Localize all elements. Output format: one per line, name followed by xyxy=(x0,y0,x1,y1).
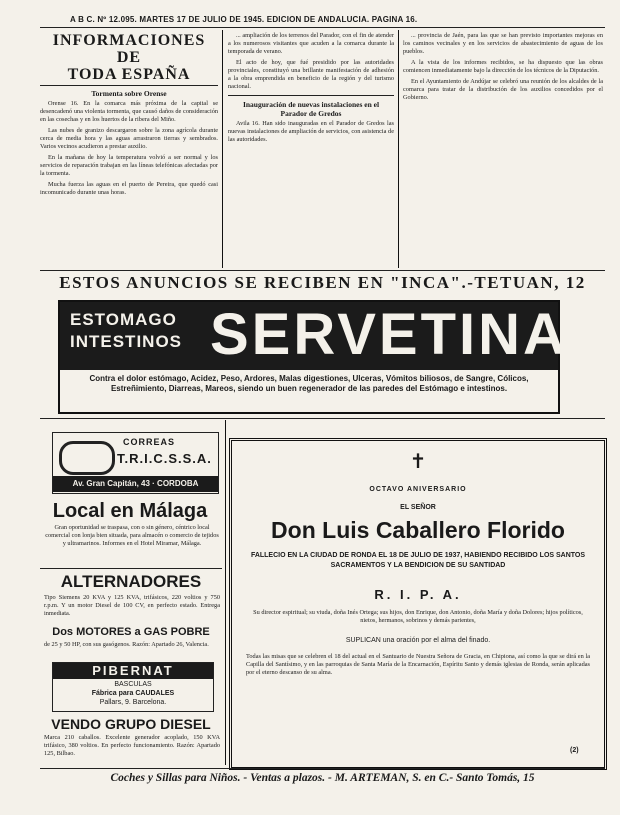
inca-banner: ESTOS ANUNCIOS SE RECIBEN EN "INCA".-TETUAN, 12 xyxy=(59,273,586,292)
esquela-ref: (2) xyxy=(570,747,579,754)
paragraph: ... provincia de Jaén, para las que se han previsto importantes mejoras en los caminos vecinales y en los servicios de abastecimiento de aguas de los pueblos. xyxy=(403,32,603,55)
paragraph: A la vista de los informes recibidos, se ha dispuesto que las obras comiencen inmediatamente bajo la dirección de los técnicos de la Diputación. xyxy=(403,59,603,74)
paragraph: Las nubes de granizo descargaron sobre la zona agrícola durante cerca de media hora y las aguas arrastraron tierras y sembrados. Varios vecinos acudieron a prestar auxilio. xyxy=(40,127,218,150)
esquela-misas: Todas las misas que se celebren el 18 del actual en el Santuario de Nuestra Señora de Gracia, en Chipiona, así como la que se dirá en la Capilla del Santísimo, y en las parroquias de Santa María de la Encarnación, Espíritu Santo y demás iglesias de Ronda, serán aplicadas por el eterno descanso de su alma. xyxy=(246,653,590,676)
banner-rule xyxy=(40,270,605,271)
article-body xyxy=(40,100,218,197)
paragraph: Orense 16. En la comarca más próxima de la capital se desencadenó una violenta tormenta, que causó daños de consideración en las cosechas y en los huertos de la ribera del Miño. xyxy=(40,100,218,123)
vendo-body: Marca 210 caballos. Excelente generador acoplado, 150 KVA trifásico, 380 voltios. En perfecto funcionamiento. Razón: Apartado 125, Bilbao. xyxy=(44,734,220,757)
correas-brand: T.R.I.C.S.S.A. xyxy=(117,451,212,466)
piberna-line3: Pallars, 9. Barcelona. xyxy=(99,699,167,706)
piberna-line1: BASCULAS xyxy=(114,681,152,688)
paragraph: En la mañana de hoy la temperatura volvió a ser normal y los servicios de reparación trabajan en las líneas telefónicas afectadas por la tormenta. xyxy=(40,154,218,177)
paragraph: En el Ayuntamiento de Andújar se celebró una reunión de los alcaldes de la comarca para tratar de la distribución de los auxilios concedidos por el Gobierno. xyxy=(403,78,603,101)
paragraph: Avila 16. Han sido inauguradas en el Parador de Gredos las nuevas instalaciones de ampliación de servicios, con asistencia de las autoridades. xyxy=(228,120,394,143)
page-header: A B C. Nº 12.095. MARTES 17 DE JULIO DE 1945. EDICION DE ANDALUCIA. PAGINA 16. xyxy=(70,15,418,24)
servetinal-brand: SERVETINAL xyxy=(210,302,607,367)
correas-address: Av. Gran Capitán, 43 · CORDOBA xyxy=(53,476,218,492)
cross-icon: ✝ xyxy=(409,451,427,473)
alternadores-body: Tipo Siemens 20 KVA y 125 KVA, trifásicos, 220 voltios y 750 r.p.m. Y un motor Diesel de 100 CV, en perfecto estado. Entrega inmediata. xyxy=(44,594,220,617)
esquela-fallecio: FALLECIO EN LA CIUDAD DE RONDA EL 18 DE JULIO DE 1937, HABIENDO RECIBIDO LOS SANTOS SACRAMENTOS Y LA BENDICION DE SU SANTIDAD xyxy=(250,552,586,569)
paragraph: ... ampliación de los terrenos del Parador, con el fin de atender a los numerosos visitantes que acuden a la comarca durante la temporada de verano. xyxy=(228,32,394,55)
esquela-suplican: SUPLICAN una oración por el alma del finado. xyxy=(345,637,491,644)
ad-rule xyxy=(40,568,222,569)
esquela-ripa: R. I. P. A. xyxy=(374,587,462,602)
vendo-title: VENDO GRUPO DIESEL xyxy=(51,716,211,732)
column-divider xyxy=(225,420,226,765)
footer-rule xyxy=(40,768,605,769)
section-rule xyxy=(40,418,605,419)
article-body xyxy=(228,32,394,91)
servetinal-small-2: INTESTINOS xyxy=(70,332,183,351)
esquela-senor: EL SEÑOR xyxy=(400,504,436,511)
servetinal-tagline: Contra el dolor estómago, Acidez, Peso, Ardores, Malas digestiones, Ulceras, Vómitos biliosos, de Sangre, Cólicos, Estreñimiento, Diarreas, Mareos, siendo un buen regenerador de las paredes del Estómago e intestinos. xyxy=(89,374,529,393)
local-title: Local en Málaga xyxy=(52,500,208,522)
esquela-name: Don Luis Caballero Florido xyxy=(271,517,565,543)
alternadores-sub: Dos MOTORES a GAS POBRE xyxy=(52,626,210,638)
belt-icon xyxy=(59,441,115,475)
article-subhead: Tormenta sobre Orense xyxy=(91,89,167,98)
piberna-ad xyxy=(52,662,214,712)
servetinal-small-1: ESTOMAGO xyxy=(70,310,177,329)
paragraph: El acto de hoy, que fué presidido por las autoridades provinciales, constituyó una brillante manifestación de adhesión a la obra emprendida en beneficio de la región y del turismo nacional. xyxy=(228,59,394,90)
correas-top: CORREAS xyxy=(123,437,176,447)
article-rule xyxy=(228,95,394,96)
correas-ad xyxy=(52,432,219,494)
article-body xyxy=(228,120,394,144)
esquela-box xyxy=(229,438,607,770)
right-column xyxy=(403,32,603,105)
informaciones-title: INFORMACIONES DE xyxy=(52,32,206,66)
paragraph: Mucha fuerza las aguas en el puerto de Pereira, que quedó casi incomunicado durante unas horas. xyxy=(40,181,218,196)
esquela-aniversario: OCTAVO ANIVERSARIO xyxy=(369,486,467,493)
esquela-family: Su director espiritual; su viuda, doña Inés Ortega; sus hijos, don Enrique, don Antonio, doña María y doña Dolores; hijos políticos, nietos, hermanos, sobrinos y demás parientes, xyxy=(253,609,583,624)
local-body: Gran oportunidad se traspasa, con o sin género, céntrico local comercial con lonja bien situada, para almacén o comercio de tejidos y ultramarinos. Informes en el Hotel Miramar, Málaga. xyxy=(45,524,219,547)
piberna-title: PIBERNAT xyxy=(53,663,213,679)
article-subhead: Parador de Gredos xyxy=(280,109,342,118)
header-rule xyxy=(40,27,605,28)
middle-column xyxy=(228,32,394,147)
alternadores-title: ALTERNADORES xyxy=(60,572,202,591)
servetinal-ad xyxy=(58,300,607,414)
footer-ad: Coches y Sillas para Niños. - Ventas a plazos. - M. ARTEMAN, S. en C.- Santo Tomás, 15 xyxy=(110,772,535,784)
article-subhead: Inauguración de nuevas instalaciones en el xyxy=(242,100,380,109)
informaciones-subtitle: TODA ESPAÑA xyxy=(40,66,218,86)
article-body xyxy=(403,32,603,102)
column-divider xyxy=(398,30,399,268)
column-divider xyxy=(222,30,223,268)
informaciones-section xyxy=(40,32,218,200)
piberna-line2: Fábrica para CAUDALES xyxy=(91,690,175,697)
alternadores-body2: de 25 y 50 HP, con sus gasógenos. Razón: Apartado 26, Valencia. xyxy=(44,641,209,648)
